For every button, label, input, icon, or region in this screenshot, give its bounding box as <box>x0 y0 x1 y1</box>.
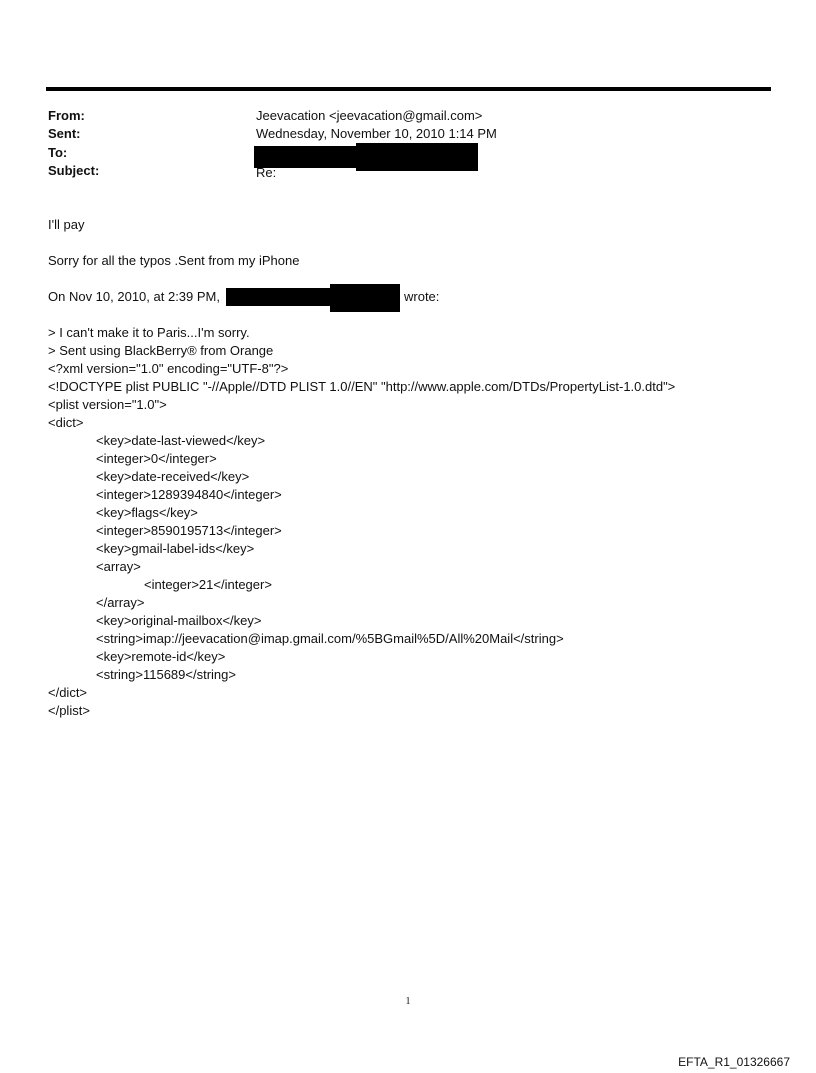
sent-label: Sent: <box>48 126 81 141</box>
xml-line: <key>original-mailbox</key> <box>96 613 262 628</box>
xml-line: <array> <box>96 559 141 574</box>
quoted-line: > Sent using BlackBerry® from Orange <box>48 343 274 358</box>
body-line-1: I'll pay <box>48 217 85 232</box>
sent-value: Wednesday, November 10, 2010 1:14 PM <box>256 126 497 141</box>
xml-line: <dict> <box>48 415 84 430</box>
xml-line: <plist version="1.0"> <box>48 397 167 412</box>
xml-line: <string>115689</string> <box>96 667 236 682</box>
subject-value: Re: <box>256 165 277 180</box>
to-label: To: <box>48 145 68 160</box>
xml-line: <integer>21</integer> <box>144 577 272 592</box>
bates-number: EFTA_R1_01326667 <box>678 1055 790 1069</box>
quote-wrote: wrote: <box>404 289 440 304</box>
xml-line: <key>date-last-viewed</key> <box>96 433 266 448</box>
subject-label: Subject: <box>48 163 100 178</box>
sender-redaction-2 <box>330 284 400 312</box>
xml-line: <integer>8590195713</integer> <box>96 523 282 538</box>
header-rule <box>46 87 771 91</box>
quote-intro: On Nov 10, 2010, at 2:39 PM, <box>48 289 220 304</box>
xml-line: </plist> <box>48 703 90 718</box>
to-redaction-2 <box>356 143 478 171</box>
xml-line: <?xml version="1.0" encoding="UTF-8"?> <box>48 361 289 376</box>
from-label: From: <box>48 108 85 123</box>
from-value: Jeevacation <jeevacation@gmail.com> <box>256 108 483 123</box>
xml-line: <key>gmail-label-ids</key> <box>96 541 255 556</box>
sender-redaction <box>226 288 330 306</box>
xml-line: </array> <box>96 595 145 610</box>
xml-line: <integer>1289394840</integer> <box>96 487 282 502</box>
xml-line: <!DOCTYPE plist PUBLIC "-//Apple//DTD PLIST 1.0//EN" "http://www.apple.com/DTDs/PropertyList-1.0.dtd"> <box>48 379 676 394</box>
xml-line: </dict> <box>48 685 88 700</box>
xml-line: <key>flags</key> <box>96 505 198 520</box>
xml-line: <integer>0</integer> <box>96 451 217 466</box>
xml-line: <key>remote-id</key> <box>96 649 226 664</box>
xml-line: <key>date-received</key> <box>96 469 250 484</box>
page-number: 1 <box>405 996 411 1007</box>
quoted-line: > I can't make it to Paris...I'm sorry. <box>48 325 250 340</box>
xml-line: <string>imap://jeevacation@imap.gmail.com/%5BGmail%5D/All%20Mail</string> <box>96 631 564 646</box>
body-line-2: Sorry for all the typos .Sent from my iPhone <box>48 253 300 268</box>
